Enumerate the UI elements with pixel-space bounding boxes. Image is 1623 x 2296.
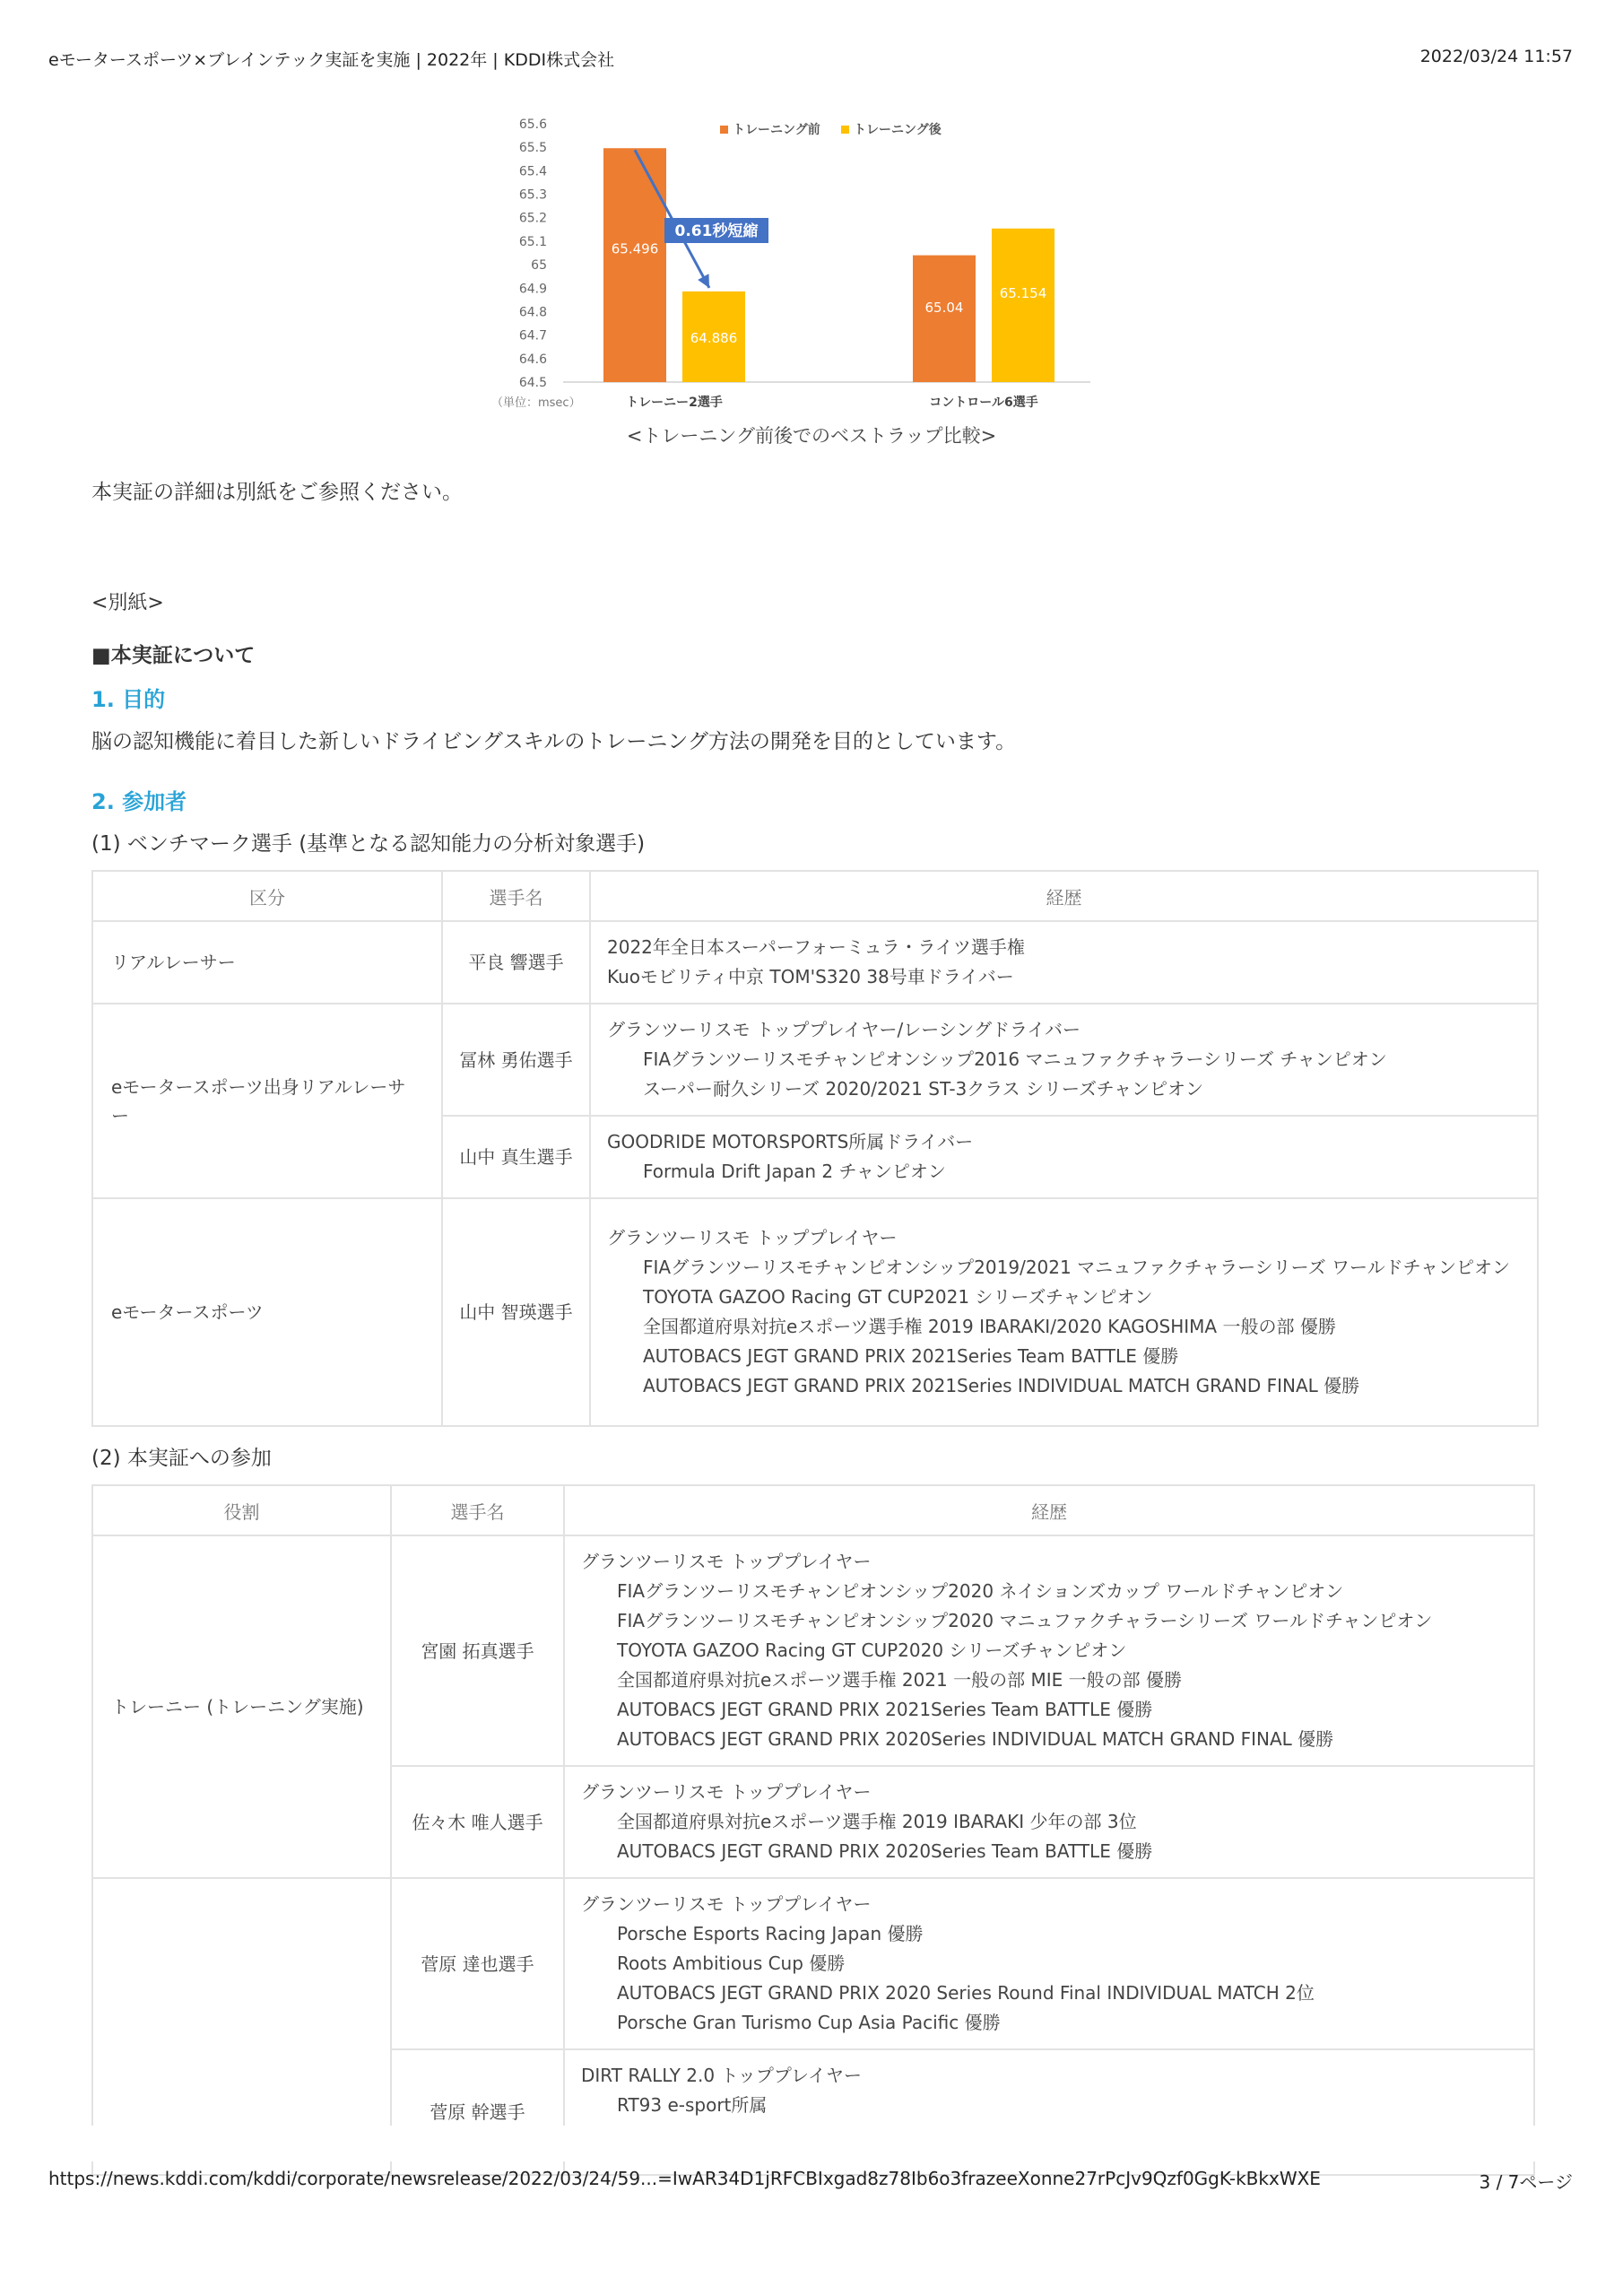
table-row [92,921,1538,1004]
legend-label: トレーニング後 [854,123,942,137]
col-header-role: 役割 [92,1485,391,1535]
history-line: Formula Drift Japan 2 チャンピオン [643,1161,946,1182]
page-number: 3 / 7ページ [1479,2171,1573,2193]
col-header-name: 選手名 [391,1485,564,1535]
print-datetime: 2022/03/24 11:57 [1419,47,1573,66]
history-line: Porsche Esports Racing Japan 優勝 [617,1923,924,1944]
history-line: DIRT RALLY 2.0 トッププレイヤー [581,2065,863,2086]
history-line: グランツーリスモ トッププレイヤー [581,1551,872,1572]
y-tick-label: 65.6 [518,117,547,132]
history-line: GOODRIDE MOTORSPORTS所属ドライバー [607,1131,974,1152]
history-line: AUTOBACS JEGT GRAND PRIX 2020Series INDIVIDUAL MATCH GRAND FINAL 優勝 [617,1728,1334,1750]
history-cell [564,1878,1534,2049]
history-line: AUTOBACS JEGT GRAND PRIX 2020Series Team BATTLE 優勝 [617,1840,1153,1862]
y-tick-label: 64.5 [518,376,547,390]
benchmark-subheading: (1) ベンチマーク選手 (基準となる認知能力の分析対象選手) [91,832,646,856]
y-tick-label: 65.4 [518,164,547,179]
benchmark-table [91,870,1539,1427]
history-line: Roots Ambitious Cup 優勝 [617,1952,846,1974]
history-line: グランツーリスモ トッププレイヤー [607,1227,898,1248]
purpose-text: 脳の認知機能に着目した新しいドライビングスキルのトレーニング方法の開発を目的としています。 [91,730,1017,753]
legend-label: トレーニング前 [733,123,820,137]
col-header-history: 経歴 [564,1485,1534,1535]
history-line: 全国都道府県対抗eスポーツ選手権 2019 IBARAKI/2020 KAGOSHIMA 一般の部 優勝 [643,1316,1336,1337]
history-line: スーパー耐久シリーズ 2020/2021 ST-3クラス シリーズチャンピオン [643,1078,1204,1100]
col-header-category: 区分 [92,871,442,921]
history-line: FIAグランツーリスモチャンピオンシップ2019/2021 マニュファクチャラーシリーズ ワールドチャンピオン [643,1257,1511,1278]
legend-swatch [841,126,849,134]
y-tick-label: 64.6 [518,352,547,367]
annotation-label: 0.61秒短縮 [674,222,759,240]
y-tick-label: 64.7 [518,328,547,344]
y-tick-label: 65.1 [518,234,547,249]
legend-swatch [720,126,728,134]
history-cell [564,1766,1534,1878]
x-category-label: トレーニー2選手 [626,396,723,410]
participation-subheading: (2) 本実証への参加 [91,1447,272,1470]
history-line: FIAグランツーリスモチャンピオンシップ2016 マニュファクチャラーシリーズ チャンピオン [643,1048,1387,1070]
y-tick-label: 65.5 [518,141,547,156]
history-line: TOYOTA GAZOO Racing GT CUP2020 シリーズチャンピオン [617,1639,1127,1661]
y-tick-label: 64.8 [518,305,547,320]
player-name-cell: 冨林 勇佑選手 [442,1004,590,1116]
bar-data-label: 65.496 [611,240,659,257]
history-cell [564,1535,1534,1766]
appendix-label: <別紙> [91,592,164,614]
participants-heading: 2. 参加者 [91,789,187,814]
history-line: 全国都道府県対抗eスポーツ選手権 2021 一般の部 MIE 一般の部 優勝 [617,1669,1182,1691]
player-name-cell: 山中 真生選手 [442,1116,590,1198]
table-row [92,1198,1538,1426]
history-line: Porsche Gran Turismo Cup Asia Pacific 優勝 [617,2012,1001,2033]
player-name-cell: 菅原 幹選手 [391,2049,564,2175]
chart-caption: <トレーニング前後でのベストラップ比較> [626,425,997,447]
history-line: FIAグランツーリスモチャンピオンシップ2020 ネイションズカップ ワールドチャンピオン [617,1580,1344,1602]
y-tick-label: 64.9 [518,282,547,297]
section-title: ■本実証について [91,644,256,667]
history-cell [590,1198,1538,1426]
best-lap-chart [491,106,1110,415]
history-line: 2022年全日本スーパーフォーミュラ・ライツ選手権 [607,936,1025,958]
print-url: https://news.kddi.com/kddi/corporate/newsrelease/2022/03/24/59...=IwAR34D1jRFCBIxgad8z78Ib6o3frazeeXonne27rPcJv9Qzf0GgK-kBkxWXE [48,2168,1321,2189]
table-row [92,1004,1538,1116]
page-bottom-edge [0,2126,1623,2161]
y-tick-label: 65.2 [518,211,547,226]
history-line: FIAグランツーリスモチャンピオンシップ2020 マニュファクチャラーシリーズ ワールドチャンピオン [617,1610,1433,1631]
role-cell: トレーニー (トレーニング実施) [92,1535,391,1878]
category-cell: eモータースポーツ出身リアルレーサー [92,1004,442,1198]
history-line: AUTOBACS JEGT GRAND PRIX 2021Series INDIVIDUAL MATCH GRAND FINAL 優勝 [643,1375,1360,1396]
category-cell: リアルレーサー [92,921,442,1004]
y-tick-label: 65.3 [518,187,547,203]
table-row [92,1878,1534,2049]
purpose-heading: 1. 目的 [91,687,166,712]
details-note: 本実証の詳細は別紙をご参照ください。 [91,481,463,504]
history-line: RT93 e-sport所属 [617,2094,768,2116]
history-line: AUTOBACS JEGT GRAND PRIX 2020 Series Round Final INDIVIDUAL MATCH 2位 [617,1982,1315,2004]
table-row [92,1535,1534,1766]
history-line: グランツーリスモ トッププレイヤー/レーシングドライバー [607,1019,1081,1040]
table-header-row [92,871,1538,921]
history-line: TOYOTA GAZOO Racing GT CUP2021 シリーズチャンピオン [643,1286,1153,1308]
bar-data-label: 65.154 [999,284,1047,301]
player-name-cell: 佐々木 唯人選手 [391,1766,564,1878]
player-name-cell: 平良 響選手 [442,921,590,1004]
player-name-cell: 山中 智瑛選手 [442,1198,590,1426]
player-name-cell: 菅原 達也選手 [391,1878,564,2049]
history-cell [590,1116,1538,1198]
history-line: グランツーリスモ トッププレイヤー [581,1781,872,1803]
history-cell [590,921,1538,1004]
history-line: グランツーリスモ トッププレイヤー [581,1893,872,1915]
participation-table [91,1484,1535,2176]
unit-label: （単位：msec） [491,396,581,410]
col-header-name: 選手名 [442,871,590,921]
history-cell [590,1004,1538,1116]
col-header-history: 経歴 [590,871,1538,921]
category-cell: eモータースポーツ [92,1198,442,1426]
history-line: 全国都道府県対抗eスポーツ選手権 2019 IBARAKI 少年の部 3位 [617,1811,1137,1832]
bar-data-label: 65.04 [924,300,964,317]
bar-data-label: 64.886 [690,330,738,346]
history-line: Kuoモビリティ中京 TOM'S320 38号車ドライバー [607,966,1014,987]
history-line: AUTOBACS JEGT GRAND PRIX 2021Series Team BATTLE 優勝 [643,1345,1179,1367]
bar [603,148,666,382]
bar [913,256,976,382]
table-header-row [92,1485,1534,1535]
history-line: AUTOBACS JEGT GRAND PRIX 2021Series Team BATTLE 優勝 [617,1699,1153,1720]
browser-print-title: eモータースポーツ×ブレインテック実証を実施 | 2022年 | KDDI株式会社 [48,50,615,70]
bar [992,229,1055,382]
x-category-label: コントロール6選手 [929,396,1038,410]
player-name-cell: 宮園 拓真選手 [391,1535,564,1766]
y-tick-label: 65 [531,258,547,274]
